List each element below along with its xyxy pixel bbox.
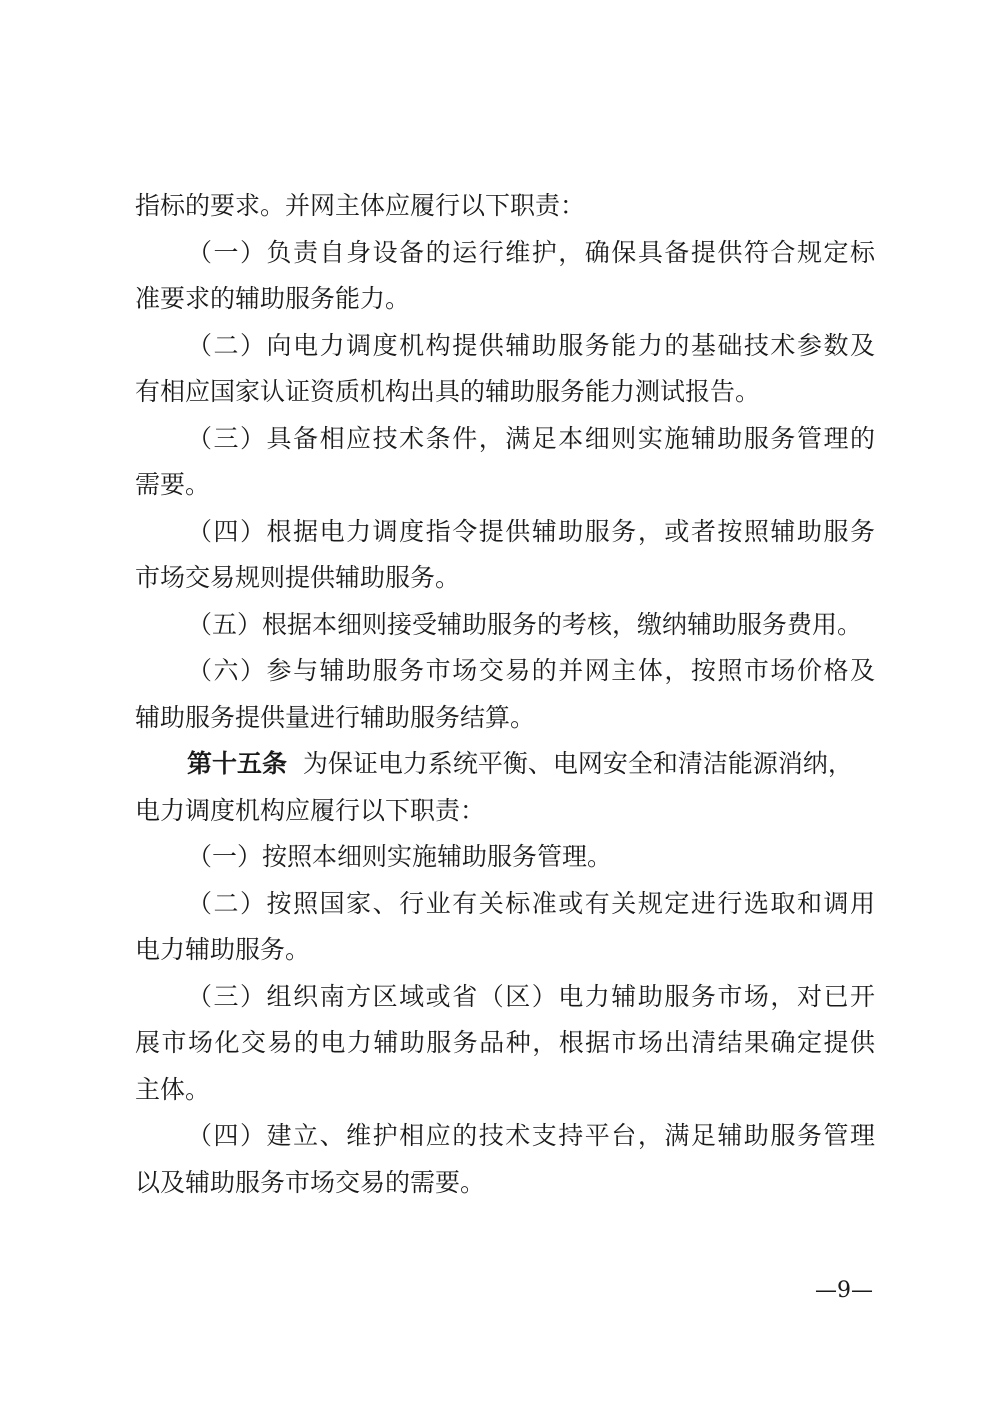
paragraph-line: （一）按照本细则实施辅助服务管理。 (187, 842, 613, 871)
paragraph-line: （一）负责自身设备的运行维护，确保具备提供符合规定标 (187, 237, 875, 267)
paragraph-line: 辅助服务提供量进行辅助服务结算。 (135, 702, 536, 732)
page-number: —9— (815, 1278, 873, 1303)
paragraph-line: 市场交易规则提供辅助服务。 (135, 563, 461, 592)
paragraph-line: （三）组织南方区域或省（区）电力辅助服务市场，对已开 (187, 981, 875, 1011)
paragraph-line: 电力辅助服务。 (135, 935, 311, 964)
paragraph-line: 准要求的辅助服务能力。 (135, 284, 411, 313)
article-text: 为保证电力系统平衡、电网安全和清洁能源消纳， (302, 749, 853, 778)
paragraph-line: 需要。 (135, 470, 211, 499)
paragraph-line: 有相应国家认证资质机构出具的辅助服务能力测试报告。 (135, 377, 761, 406)
paragraph-line: （二）按照国家、行业有关标准或有关规定进行选取和调用 (187, 888, 875, 918)
paragraph-line: （三）具备相应技术条件，满足本细则实施辅助服务管理的 (187, 423, 875, 453)
paragraph-line: （二）向电力调度机构提供辅助服务能力的基础技术参数及 (187, 330, 875, 360)
paragraph-line: 主体。 (135, 1074, 211, 1104)
paragraph-line: 以及辅助服务市场交易的需要。 (135, 1167, 486, 1197)
paragraph-line: （四）建立、维护相应的技术支持平台，满足辅助服务管理 (187, 1121, 875, 1150)
paragraph-line: （六）参与辅助服务市场交易的并网主体，按照市场价格及 (187, 656, 875, 685)
article-number: 第十五条 (187, 749, 288, 778)
article-heading-line (135, 741, 875, 788)
paragraph-line: 展市场化交易的电力辅助服务品种，根据市场出清结果确定提供 (135, 1028, 875, 1057)
body-text (135, 183, 875, 1206)
paragraph-line: （四）根据电力调度指令提供辅助服务，或者按照辅助服务 (187, 516, 875, 546)
paragraph-line: （五）根据本细则接受辅助服务的考核，缴纳辅助服务费用。 (187, 609, 863, 639)
paragraph-line: 电力调度机构应履行以下职责： (135, 795, 486, 825)
paragraph-line: 指标的要求。并网主体应履行以下职责： (135, 191, 586, 220)
